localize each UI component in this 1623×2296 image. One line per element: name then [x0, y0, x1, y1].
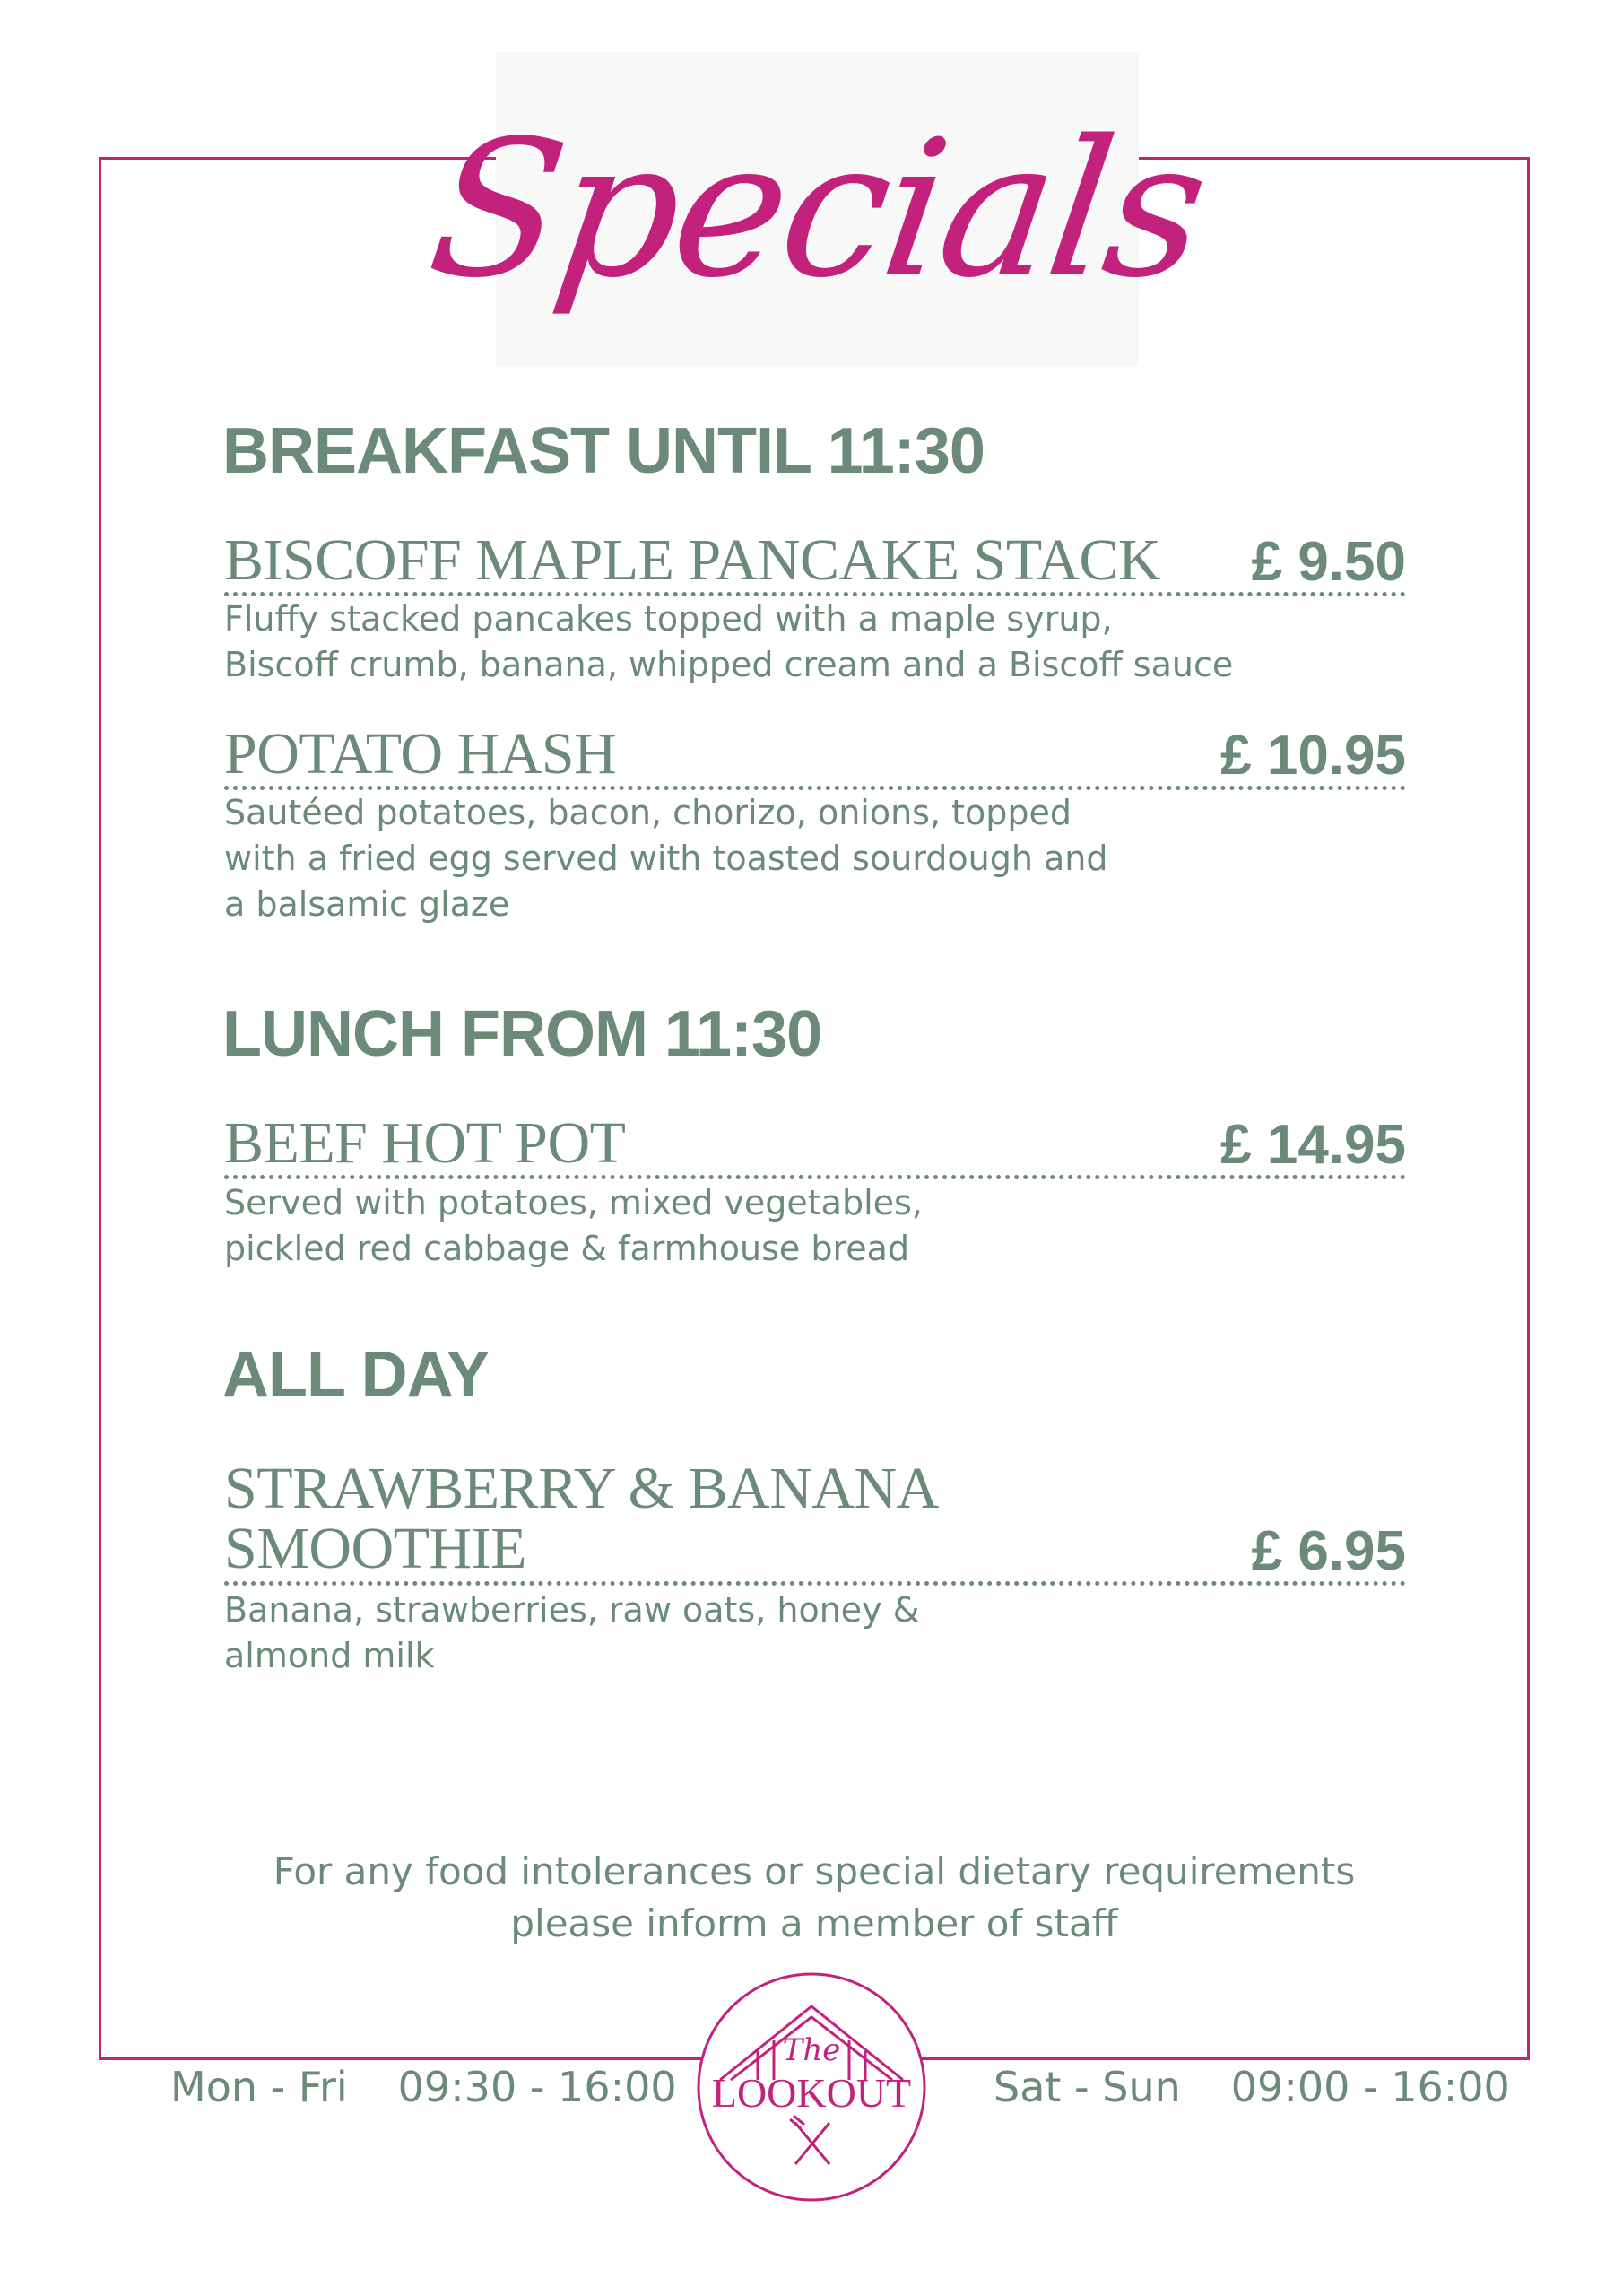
menu-item-beef-hot-pot [224, 1110, 1406, 1179]
logo-word-the: The [782, 2032, 841, 2068]
item-name: POTATO HASH [224, 721, 617, 787]
weekday-days-label: Mon - Fri [170, 2063, 348, 2111]
item-description: Sautéed potatoes, bacon, chorizo, onions, topped with a fried egg served with toasted sourdough and a balsamic glaze [224, 793, 1108, 924]
item-price: £ 6.95 [1251, 1519, 1406, 1582]
logo-word-lookout: LOOKOUT [711, 2070, 912, 2116]
item-name: BEEF HOT POT [224, 1110, 626, 1176]
section-heading-all-day: ALL DAY [222, 1339, 490, 1411]
item-name: BISCOFF MAPLE PANCAKE STACK [224, 527, 1161, 593]
weekend-days-label: Sat - Sun [994, 2063, 1181, 2111]
weekday-hours-value: 09:30 - 16:00 [397, 2063, 677, 2111]
page-title: Specials [418, 99, 1217, 319]
item-price: £ 10.95 [1220, 725, 1406, 787]
item-price: £ 9.50 [1251, 531, 1406, 593]
item-description: Fluffy stacked pancakes topped with a maple syrup, Biscoff crumb, banana, whipped cream and a Biscoff sauce [224, 599, 1234, 684]
item-description: Served with potatoes, mixed vegetables, pickled red cabbage & farmhouse bread [224, 1183, 923, 1268]
menu-item-potato-hash [224, 721, 1406, 790]
weekend-hours [994, 2063, 1510, 2111]
weekday-hours [170, 2063, 677, 2111]
section-heading-breakfast: BREAKFAST UNTIL 11:30 [222, 415, 985, 487]
menu-item-biscoff-pancake [224, 527, 1406, 596]
item-price: £ 14.95 [1220, 1114, 1406, 1176]
section-heading-lunch: LUNCH FROM 11:30 [222, 998, 822, 1070]
dietary-note: For any food intolerances or special dietary requirements please inform a member of staff [273, 1849, 1356, 1945]
item-description: Banana, strawberries, raw oats, honey & almond milk [224, 1590, 920, 1675]
the-lookout-logo [695, 1970, 928, 2204]
item-name: STRAWBERRY & BANANA SMOOTHIE [224, 1456, 939, 1582]
weekend-hours-value: 09:00 - 16:00 [1230, 2063, 1510, 2111]
menu-item-smoothie [224, 1458, 1406, 1586]
